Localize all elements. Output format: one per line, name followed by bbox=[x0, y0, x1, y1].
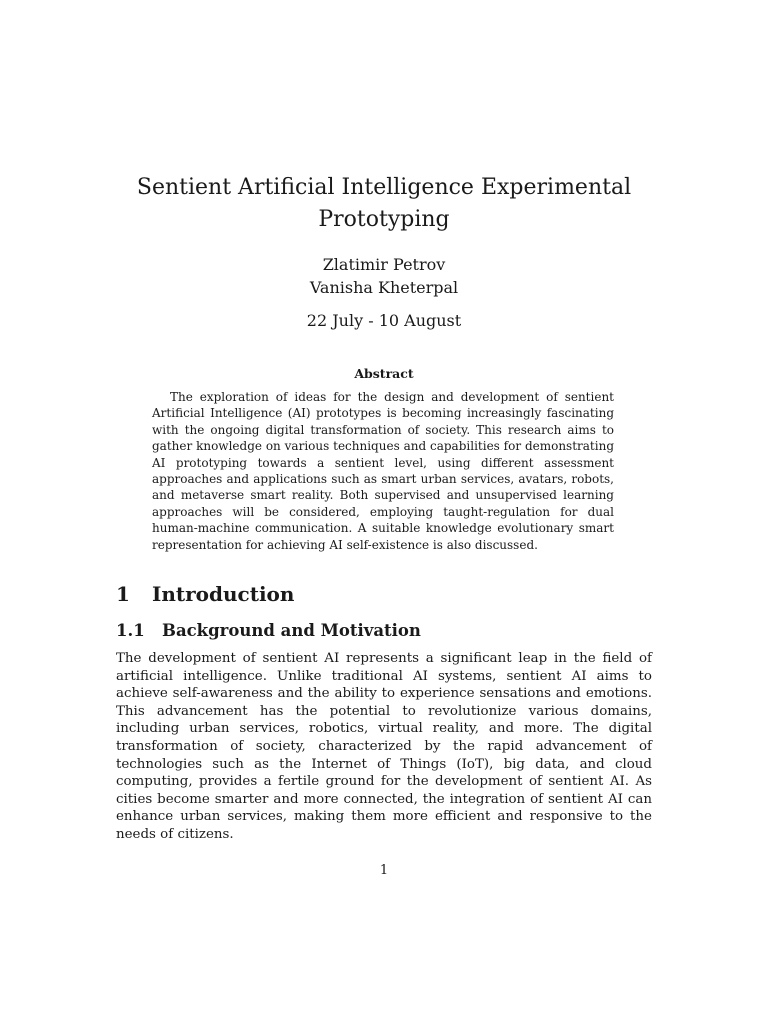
page-number: 1 bbox=[379, 863, 389, 878]
section-number: 1 bbox=[116, 582, 130, 606]
section-heading bbox=[116, 580, 294, 608]
paper-date: 22 July - 10 August bbox=[306, 311, 462, 330]
subsection-number: 1.1 bbox=[116, 621, 145, 640]
author-name: Vanisha Kheterpal bbox=[309, 278, 459, 297]
body-paragraph: The development of sentient AI represents a significant leap in the field of artificial intelligence. Unlike traditional AI systems, sentient AI aims to achieve self-awareness and the ability to experience sensations and emotions. This advancement has the potential to revolutionize various domains, including urban services, robotics, virtual reality, and more. The digital transformation of society, characterized by the rapid advancement of technologies such as the Internet of Things (IoT), big data, and cloud computing, provides a fertile ground for the development of sentient AI. As cities become smarter and more connected, the integration of sentient AI can enhance urban services, making them more efficient and responsive to the needs of citizens. bbox=[116, 651, 652, 842]
paper-title: Sentient Artificial Intelligence Experimental Prototyping bbox=[136, 175, 632, 232]
author-name: Zlatimir Petrov bbox=[322, 255, 446, 274]
subsection-title: Background and Motivation bbox=[162, 621, 421, 640]
abstract-heading: Abstract bbox=[354, 366, 414, 381]
section-title: Introduction bbox=[152, 582, 295, 606]
subsection-heading bbox=[116, 619, 421, 643]
abstract-text: The exploration of ideas for the design and development of sentient Artificial Intelligence (AI) prototypes is becoming increasingly fascinating with the ongoing digital transformation of society. This research aims to gather knowledge on various techniques and capabilities for demonstrating AI prototyping towards a sentient level, using different assessment approaches and applications such as smart urban services, avatars, robots, and metaverse smart reality. Both supervised and unsupervised learning approaches will be considered, employing taught-regulation for dual human-machine communication. A suitable knowledge evolutionary smart representation for achieving AI self-existence is also discussed. bbox=[152, 390, 614, 552]
